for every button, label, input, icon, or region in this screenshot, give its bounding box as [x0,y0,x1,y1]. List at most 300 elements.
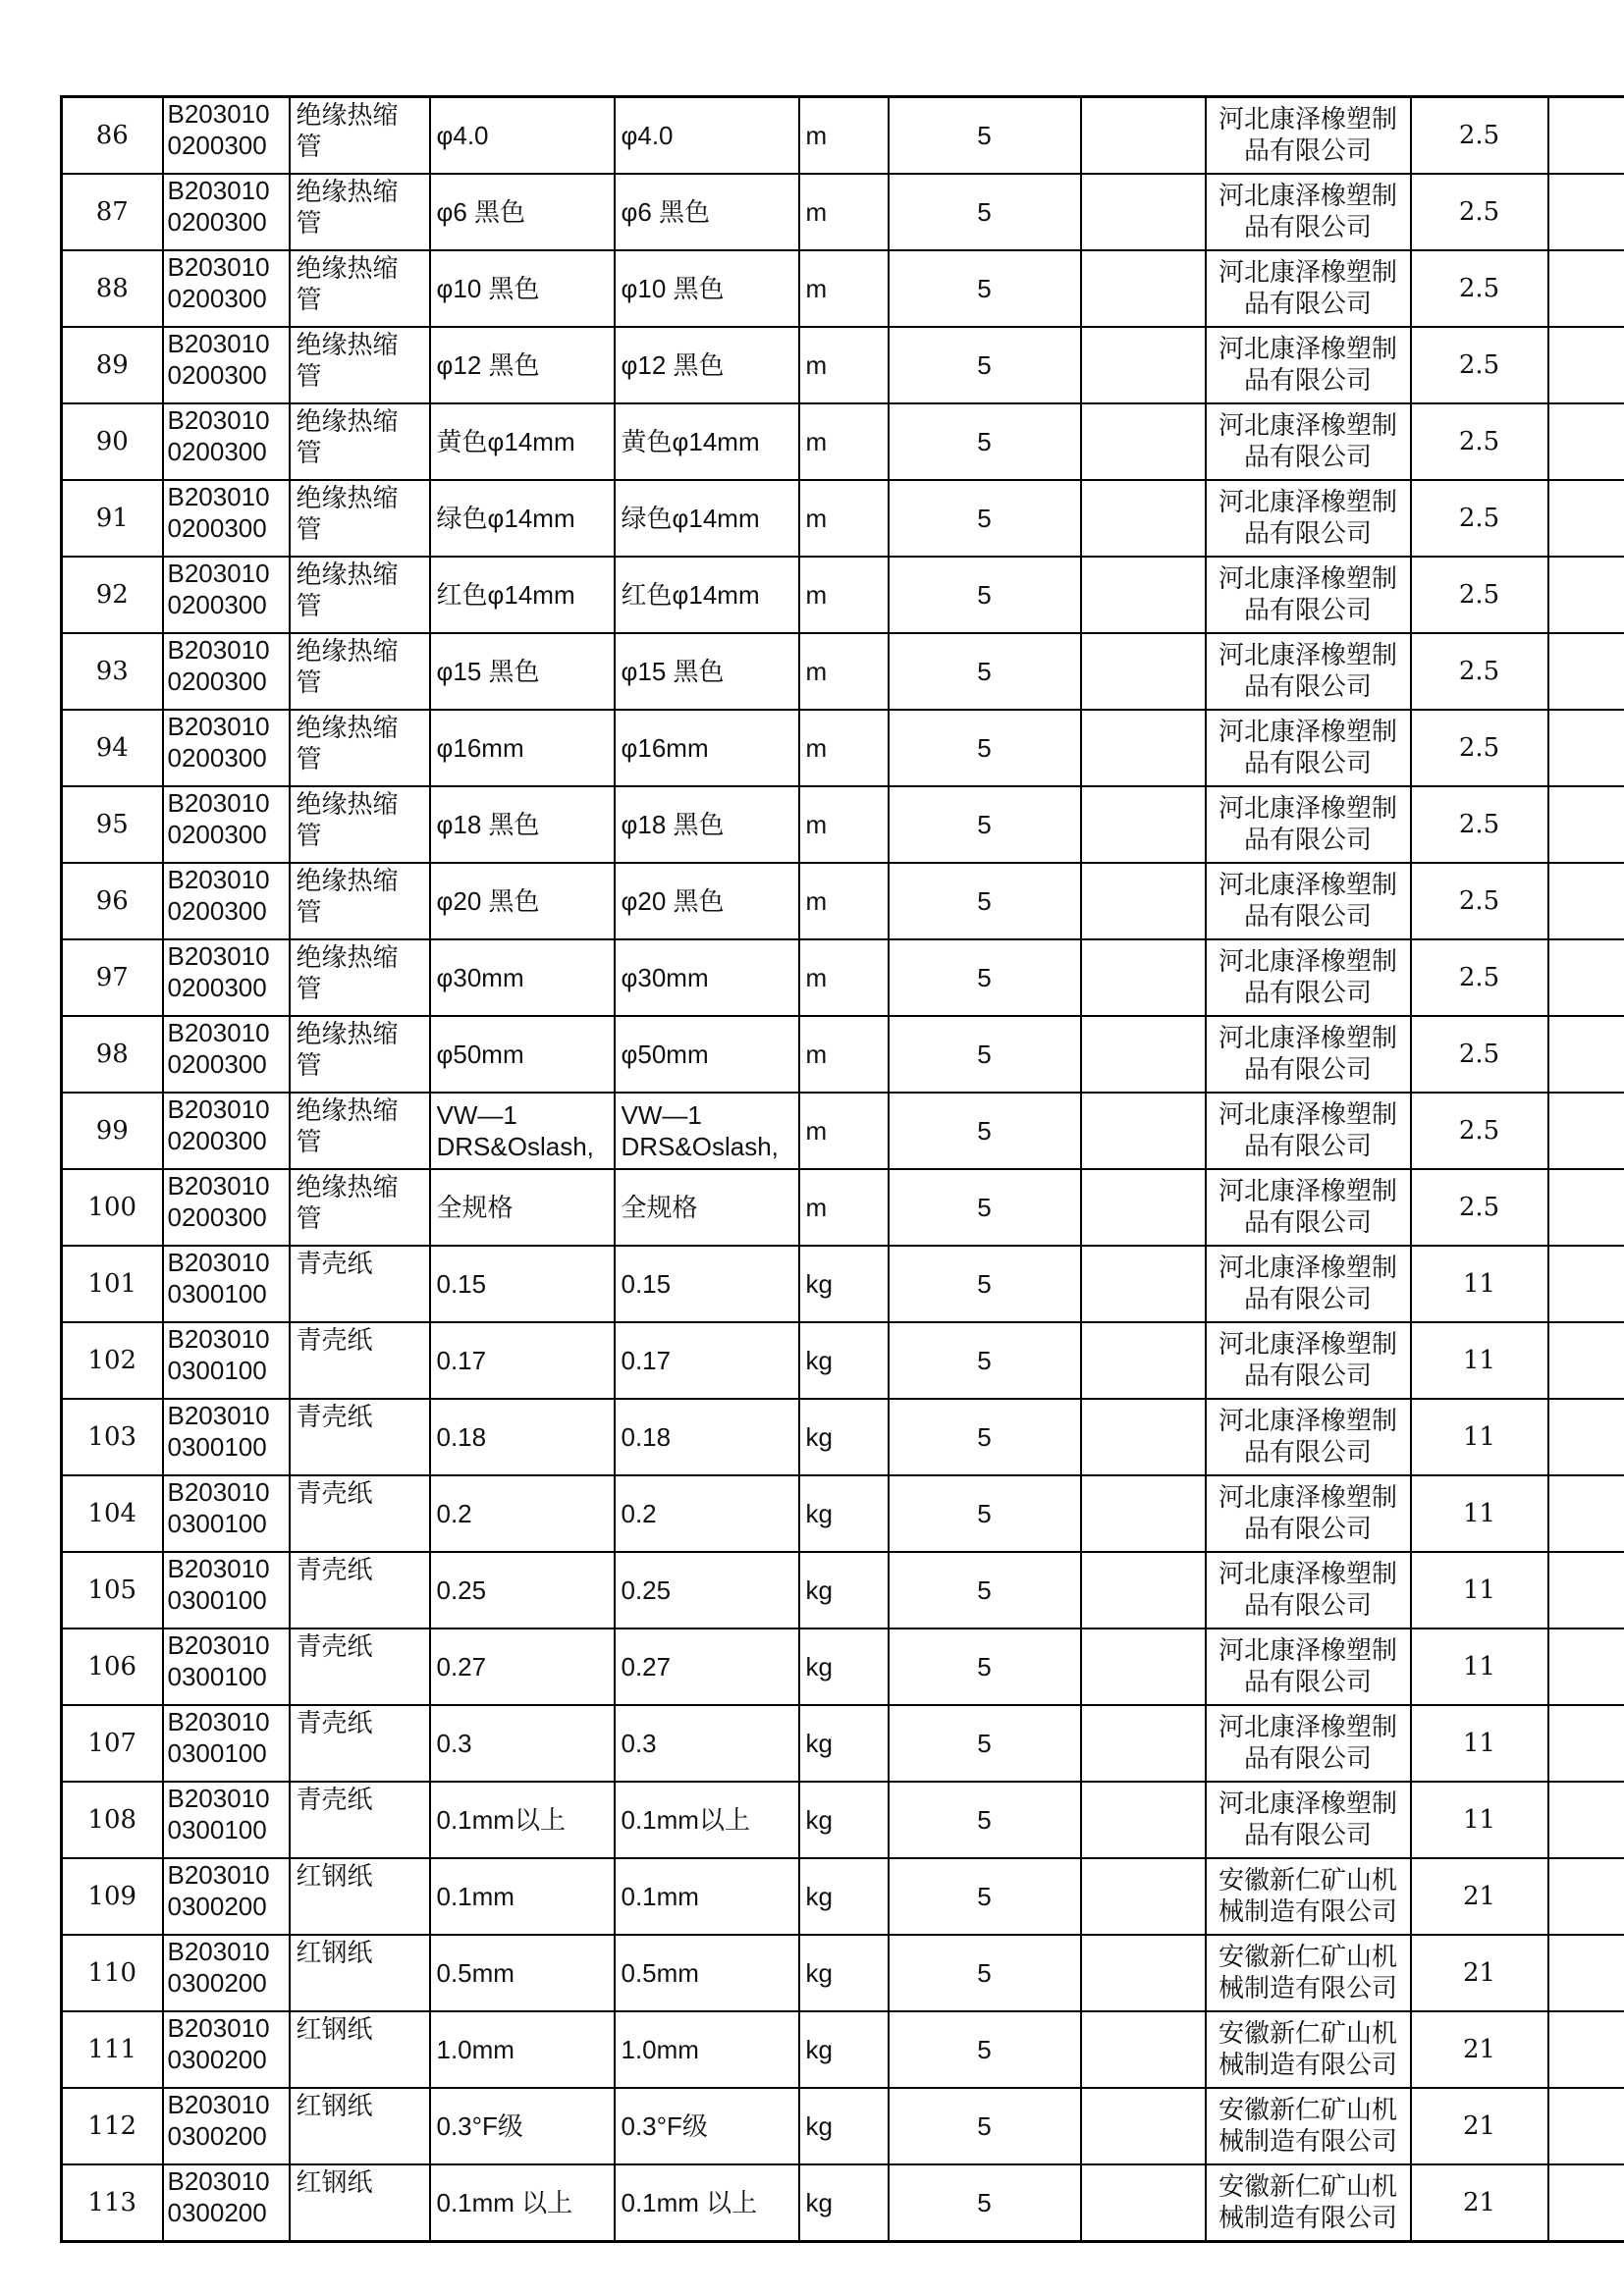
material-name-cell: 青壳纸 [290,1246,430,1322]
row-number-cell: 111 [62,2011,163,2088]
blank-cell [1081,1169,1206,1246]
row-number-cell: 101 [62,1246,163,1322]
price-cell: 11 [1411,1475,1548,1552]
specification-cell: φ4.0 [430,97,615,175]
table-row [62,1935,1624,2011]
table-row [62,1016,1624,1093]
model-cell: 0.25 [615,1552,799,1629]
price-cell: 11 [1411,1705,1548,1782]
model-cell: φ20 黑色 [615,863,799,939]
blank-cell [1081,1016,1206,1093]
row-number-cell: 103 [62,1399,163,1475]
manufacturer-cell: 河北康泽橡塑制 品有限公司 [1206,1782,1411,1858]
manufacturer-cell: 河北康泽橡塑制 品有限公司 [1206,1475,1411,1552]
unit-cell: kg [799,1552,889,1629]
material-name-cell: 绝缘热缩 管 [290,786,430,863]
price-cell: 11 [1411,1629,1548,1705]
quantity-cell: 5 [889,97,1081,175]
table-row [62,1858,1624,1935]
manufacturer-cell: 河北康泽橡塑制 品有限公司 [1206,1169,1411,1246]
remarks-cell [1548,1858,1624,1935]
price-cell: 11 [1411,1246,1548,1322]
material-code-cell: B203010 0200300 [163,1016,290,1093]
manufacturer-cell: 河北康泽橡塑制 品有限公司 [1206,557,1411,633]
remarks-cell [1548,1246,1624,1322]
remarks-cell [1548,710,1624,786]
blank-cell [1081,1935,1206,2011]
table-row [62,1399,1624,1475]
remarks-cell [1548,2088,1624,2164]
row-number-cell: 97 [62,939,163,1016]
material-name-cell: 青壳纸 [290,1322,430,1399]
material-name-cell: 绝缘热缩 管 [290,939,430,1016]
price-cell: 2.5 [1411,557,1548,633]
remarks-cell [1548,403,1624,480]
table-row [62,557,1624,633]
model-cell: 0.1mm [615,1858,799,1935]
price-cell: 2.5 [1411,1093,1548,1169]
material-code-cell: B203010 0200300 [163,710,290,786]
quantity-cell: 5 [889,1246,1081,1322]
price-cell: 2.5 [1411,710,1548,786]
table-row [62,480,1624,557]
manufacturer-cell: 河北康泽橡塑制 品有限公司 [1206,174,1411,250]
row-number-cell: 105 [62,1552,163,1629]
model-cell: 全规格 [615,1169,799,1246]
remarks-cell [1548,1475,1624,1552]
quantity-cell: 5 [889,2164,1081,2242]
material-code-cell: B203010 0300200 [163,2088,290,2164]
remarks-cell [1548,1169,1624,1246]
unit-cell: m [799,1169,889,1246]
manufacturer-cell: 安徽新仁矿山机 械制造有限公司 [1206,1858,1411,1935]
model-cell: 0.3°F级 [615,2088,799,2164]
remarks-cell [1548,2164,1624,2242]
blank-cell [1081,1093,1206,1169]
table-row [62,2088,1624,2164]
price-cell: 2.5 [1411,403,1548,480]
unit-cell: m [799,327,889,403]
price-cell: 2.5 [1411,939,1548,1016]
manufacturer-cell: 安徽新仁矿山机 械制造有限公司 [1206,2088,1411,2164]
material-name-cell: 绝缘热缩 管 [290,250,430,327]
material-code-cell: B203010 0300200 [163,2011,290,2088]
unit-cell: m [799,786,889,863]
material-name-cell: 青壳纸 [290,1705,430,1782]
unit-cell: kg [799,1705,889,1782]
material-name-cell: 绝缘热缩 管 [290,633,430,710]
remarks-cell [1548,863,1624,939]
quantity-cell: 5 [889,557,1081,633]
unit-cell: m [799,97,889,175]
unit-cell: kg [799,2164,889,2242]
specification-cell: 0.1mm 以上 [430,2164,615,2242]
blank-cell [1081,2011,1206,2088]
blank-cell [1081,1782,1206,1858]
unit-cell: kg [799,1322,889,1399]
model-cell: φ18 黑色 [615,786,799,863]
row-number-cell: 107 [62,1705,163,1782]
remarks-cell [1548,1782,1624,1858]
material-code-cell: B203010 0300100 [163,1322,290,1399]
model-cell: 0.5mm [615,1935,799,2011]
table-row [62,1475,1624,1552]
model-cell: 0.17 [615,1322,799,1399]
material-name-cell: 绝缘热缩 管 [290,863,430,939]
price-cell: 2.5 [1411,327,1548,403]
manufacturer-cell: 河北康泽橡塑制 品有限公司 [1206,250,1411,327]
manufacturer-cell: 河北康泽橡塑制 品有限公司 [1206,1629,1411,1705]
material-name-cell: 青壳纸 [290,1782,430,1858]
quantity-cell: 5 [889,1093,1081,1169]
material-code-cell: B203010 0200300 [163,1169,290,1246]
blank-cell [1081,480,1206,557]
model-cell: φ6 黑色 [615,174,799,250]
specification-cell: 0.18 [430,1399,615,1475]
specification-cell: 0.1mm [430,1858,615,1935]
row-number-cell: 109 [62,1858,163,1935]
remarks-cell [1548,633,1624,710]
price-cell: 11 [1411,1322,1548,1399]
unit-cell: m [799,174,889,250]
quantity-cell: 5 [889,2088,1081,2164]
quantity-cell: 5 [889,1016,1081,1093]
quantity-cell: 5 [889,2011,1081,2088]
row-number-cell: 88 [62,250,163,327]
unit-cell: kg [799,1782,889,1858]
model-cell: 0.3 [615,1705,799,1782]
blank-cell [1081,1399,1206,1475]
quantity-cell: 5 [889,250,1081,327]
material-name-cell: 青壳纸 [290,1629,430,1705]
material-name-cell: 红钢纸 [290,2011,430,2088]
blank-cell [1081,1705,1206,1782]
table-row [62,327,1624,403]
blank-cell [1081,97,1206,175]
material-code-cell: B203010 0200300 [163,633,290,710]
specification-cell: 黄色φ14mm [430,403,615,480]
manufacturer-cell: 河北康泽橡塑制 品有限公司 [1206,1093,1411,1169]
remarks-cell [1548,1016,1624,1093]
material-code-cell: B203010 0300200 [163,1935,290,2011]
specification-cell: φ15 黑色 [430,633,615,710]
blank-cell [1081,1475,1206,1552]
material-code-cell: B203010 0200300 [163,327,290,403]
model-cell: 0.1mm以上 [615,1782,799,1858]
material-name-cell: 绝缘热缩 管 [290,174,430,250]
manufacturer-cell: 河北康泽橡塑制 品有限公司 [1206,863,1411,939]
table-row [62,403,1624,480]
remarks-cell [1548,480,1624,557]
unit-cell: kg [799,1935,889,2011]
quantity-cell: 5 [889,480,1081,557]
quantity-cell: 5 [889,786,1081,863]
specification-cell: 0.17 [430,1322,615,1399]
material-name-cell: 绝缘热缩 管 [290,480,430,557]
specification-cell: 0.2 [430,1475,615,1552]
row-number-cell: 92 [62,557,163,633]
remarks-cell [1548,327,1624,403]
specification-cell: 1.0mm [430,2011,615,2088]
unit-cell: m [799,480,889,557]
quantity-cell: 5 [889,1475,1081,1552]
materials-price-table [60,95,1624,2243]
remarks-cell [1548,939,1624,1016]
material-code-cell: B203010 0300100 [163,1782,290,1858]
remarks-cell [1548,97,1624,175]
unit-cell: m [799,557,889,633]
quantity-cell: 5 [889,1935,1081,2011]
row-number-cell: 87 [62,174,163,250]
specification-cell: 0.5mm [430,1935,615,2011]
quantity-cell: 5 [889,863,1081,939]
blank-cell [1081,633,1206,710]
table-body [62,97,1624,2242]
price-cell: 2.5 [1411,480,1548,557]
specification-cell: φ20 黑色 [430,863,615,939]
row-number-cell: 94 [62,710,163,786]
blank-cell [1081,250,1206,327]
row-number-cell: 99 [62,1093,163,1169]
row-number-cell: 110 [62,1935,163,2011]
remarks-cell [1548,1399,1624,1475]
blank-cell [1081,786,1206,863]
quantity-cell: 5 [889,939,1081,1016]
table-row [62,2164,1624,2242]
material-name-cell: 红钢纸 [290,1858,430,1935]
table-row [62,250,1624,327]
remarks-cell [1548,250,1624,327]
blank-cell [1081,939,1206,1016]
model-cell: 0.15 [615,1246,799,1322]
specification-cell: 绿色φ14mm [430,480,615,557]
material-code-cell: B203010 0300100 [163,1475,290,1552]
manufacturer-cell: 河北康泽橡塑制 品有限公司 [1206,403,1411,480]
quantity-cell: 5 [889,1858,1081,1935]
model-cell: 0.27 [615,1629,799,1705]
material-name-cell: 绝缘热缩 管 [290,1093,430,1169]
model-cell: φ15 黑色 [615,633,799,710]
row-number-cell: 95 [62,786,163,863]
material-name-cell: 绝缘热缩 管 [290,1169,430,1246]
specification-cell: 0.25 [430,1552,615,1629]
material-name-cell: 红钢纸 [290,2164,430,2242]
material-code-cell: B203010 0300100 [163,1246,290,1322]
manufacturer-cell: 河北康泽橡塑制 品有限公司 [1206,480,1411,557]
remarks-cell [1548,174,1624,250]
specification-cell: 全规格 [430,1169,615,1246]
remarks-cell [1548,557,1624,633]
unit-cell: m [799,633,889,710]
manufacturer-cell: 河北康泽橡塑制 品有限公司 [1206,633,1411,710]
material-code-cell: B203010 0200300 [163,939,290,1016]
remarks-cell [1548,1322,1624,1399]
price-cell: 2.5 [1411,633,1548,710]
blank-cell [1081,2088,1206,2164]
table-row [62,1552,1624,1629]
unit-cell: m [799,939,889,1016]
blank-cell [1081,1552,1206,1629]
table-row [62,786,1624,863]
manufacturer-cell: 河北康泽橡塑制 品有限公司 [1206,1322,1411,1399]
quantity-cell: 5 [889,1169,1081,1246]
blank-cell [1081,710,1206,786]
row-number-cell: 108 [62,1782,163,1858]
manufacturer-cell: 安徽新仁矿山机 械制造有限公司 [1206,1935,1411,2011]
material-name-cell: 绝缘热缩 管 [290,403,430,480]
quantity-cell: 5 [889,174,1081,250]
blank-cell [1081,2164,1206,2242]
blank-cell [1081,1858,1206,1935]
specification-cell: φ6 黑色 [430,174,615,250]
price-cell: 2.5 [1411,250,1548,327]
row-number-cell: 100 [62,1169,163,1246]
quantity-cell: 5 [889,1629,1081,1705]
manufacturer-cell: 河北康泽橡塑制 品有限公司 [1206,327,1411,403]
material-name-cell: 绝缘热缩 管 [290,557,430,633]
specification-cell: 红色φ14mm [430,557,615,633]
table-row [62,2011,1624,2088]
specification-cell: 0.27 [430,1629,615,1705]
unit-cell: m [799,403,889,480]
manufacturer-cell: 河北康泽橡塑制 品有限公司 [1206,1246,1411,1322]
blank-cell [1081,863,1206,939]
price-cell: 21 [1411,2011,1548,2088]
quantity-cell: 5 [889,633,1081,710]
material-code-cell: B203010 0200300 [163,250,290,327]
material-code-cell: B203010 0200300 [163,1093,290,1169]
manufacturer-cell: 河北康泽橡塑制 品有限公司 [1206,786,1411,863]
price-cell: 21 [1411,2164,1548,2242]
table-row [62,1322,1624,1399]
blank-cell [1081,557,1206,633]
manufacturer-cell: 河北康泽橡塑制 品有限公司 [1206,1399,1411,1475]
price-cell: 21 [1411,1858,1548,1935]
material-code-cell: B203010 0300200 [163,2164,290,2242]
manufacturer-cell: 河北康泽橡塑制 品有限公司 [1206,97,1411,175]
unit-cell: m [799,710,889,786]
table-row [62,1169,1624,1246]
table-row [62,633,1624,710]
remarks-cell [1548,1093,1624,1169]
table-row [62,1629,1624,1705]
unit-cell: kg [799,1246,889,1322]
model-cell: 绿色φ14mm [615,480,799,557]
model-cell: 黄色φ14mm [615,403,799,480]
row-number-cell: 89 [62,327,163,403]
remarks-cell [1548,1705,1624,1782]
table-row [62,1705,1624,1782]
material-name-cell: 红钢纸 [290,2088,430,2164]
row-number-cell: 90 [62,403,163,480]
manufacturer-cell: 河北康泽橡塑制 品有限公司 [1206,1705,1411,1782]
price-cell: 11 [1411,1552,1548,1629]
table-row [62,710,1624,786]
price-cell: 11 [1411,1399,1548,1475]
price-cell: 2.5 [1411,97,1548,175]
material-name-cell: 青壳纸 [290,1399,430,1475]
price-cell: 2.5 [1411,863,1548,939]
model-cell: 红色φ14mm [615,557,799,633]
material-name-cell: 绝缘热缩 管 [290,327,430,403]
price-cell: 21 [1411,2088,1548,2164]
specification-cell: φ50mm [430,1016,615,1093]
material-code-cell: B203010 0300100 [163,1629,290,1705]
material-code-cell: B203010 0200300 [163,863,290,939]
quantity-cell: 5 [889,710,1081,786]
remarks-cell [1548,1629,1624,1705]
model-cell: 0.2 [615,1475,799,1552]
material-code-cell: B203010 0300200 [163,1858,290,1935]
unit-cell: kg [799,2011,889,2088]
row-number-cell: 113 [62,2164,163,2242]
table-row [62,939,1624,1016]
quantity-cell: 5 [889,327,1081,403]
model-cell: φ16mm [615,710,799,786]
manufacturer-cell: 河北康泽橡塑制 品有限公司 [1206,1016,1411,1093]
material-code-cell: B203010 0200300 [163,480,290,557]
quantity-cell: 5 [889,403,1081,480]
manufacturer-cell: 安徽新仁矿山机 械制造有限公司 [1206,2011,1411,2088]
row-number-cell: 96 [62,863,163,939]
row-number-cell: 112 [62,2088,163,2164]
specification-cell: VW—1 DRS&Oslash, [430,1093,615,1169]
material-code-cell: B203010 0300100 [163,1399,290,1475]
unit-cell: m [799,1016,889,1093]
table-row [62,1246,1624,1322]
row-number-cell: 93 [62,633,163,710]
specification-cell: φ10 黑色 [430,250,615,327]
table-row [62,97,1624,175]
manufacturer-cell: 安徽新仁矿山机 械制造有限公司 [1206,2164,1411,2242]
quantity-cell: 5 [889,1705,1081,1782]
row-number-cell: 104 [62,1475,163,1552]
specification-cell: 0.3°F级 [430,2088,615,2164]
material-code-cell: B203010 0300100 [163,1552,290,1629]
table-row [62,863,1624,939]
remarks-cell [1548,1552,1624,1629]
blank-cell [1081,1322,1206,1399]
material-name-cell: 青壳纸 [290,1552,430,1629]
price-cell: 21 [1411,1935,1548,2011]
specification-cell: φ30mm [430,939,615,1016]
row-number-cell: 102 [62,1322,163,1399]
material-code-cell: B203010 0200300 [163,403,290,480]
model-cell: φ30mm [615,939,799,1016]
material-code-cell: B203010 0200300 [163,786,290,863]
unit-cell: m [799,1093,889,1169]
row-number-cell: 86 [62,97,163,175]
specification-cell: φ12 黑色 [430,327,615,403]
material-name-cell: 青壳纸 [290,1475,430,1552]
table-row [62,1782,1624,1858]
table-row [62,174,1624,250]
blank-cell [1081,1246,1206,1322]
quantity-cell: 5 [889,1782,1081,1858]
unit-cell: kg [799,1858,889,1935]
unit-cell: m [799,250,889,327]
price-cell: 2.5 [1411,174,1548,250]
unit-cell: kg [799,1629,889,1705]
remarks-cell [1548,1935,1624,2011]
row-number-cell: 98 [62,1016,163,1093]
model-cell: 0.18 [615,1399,799,1475]
remarks-cell [1548,2011,1624,2088]
blank-cell [1081,174,1206,250]
specification-cell: φ18 黑色 [430,786,615,863]
specification-cell: 0.15 [430,1246,615,1322]
price-cell: 2.5 [1411,1016,1548,1093]
